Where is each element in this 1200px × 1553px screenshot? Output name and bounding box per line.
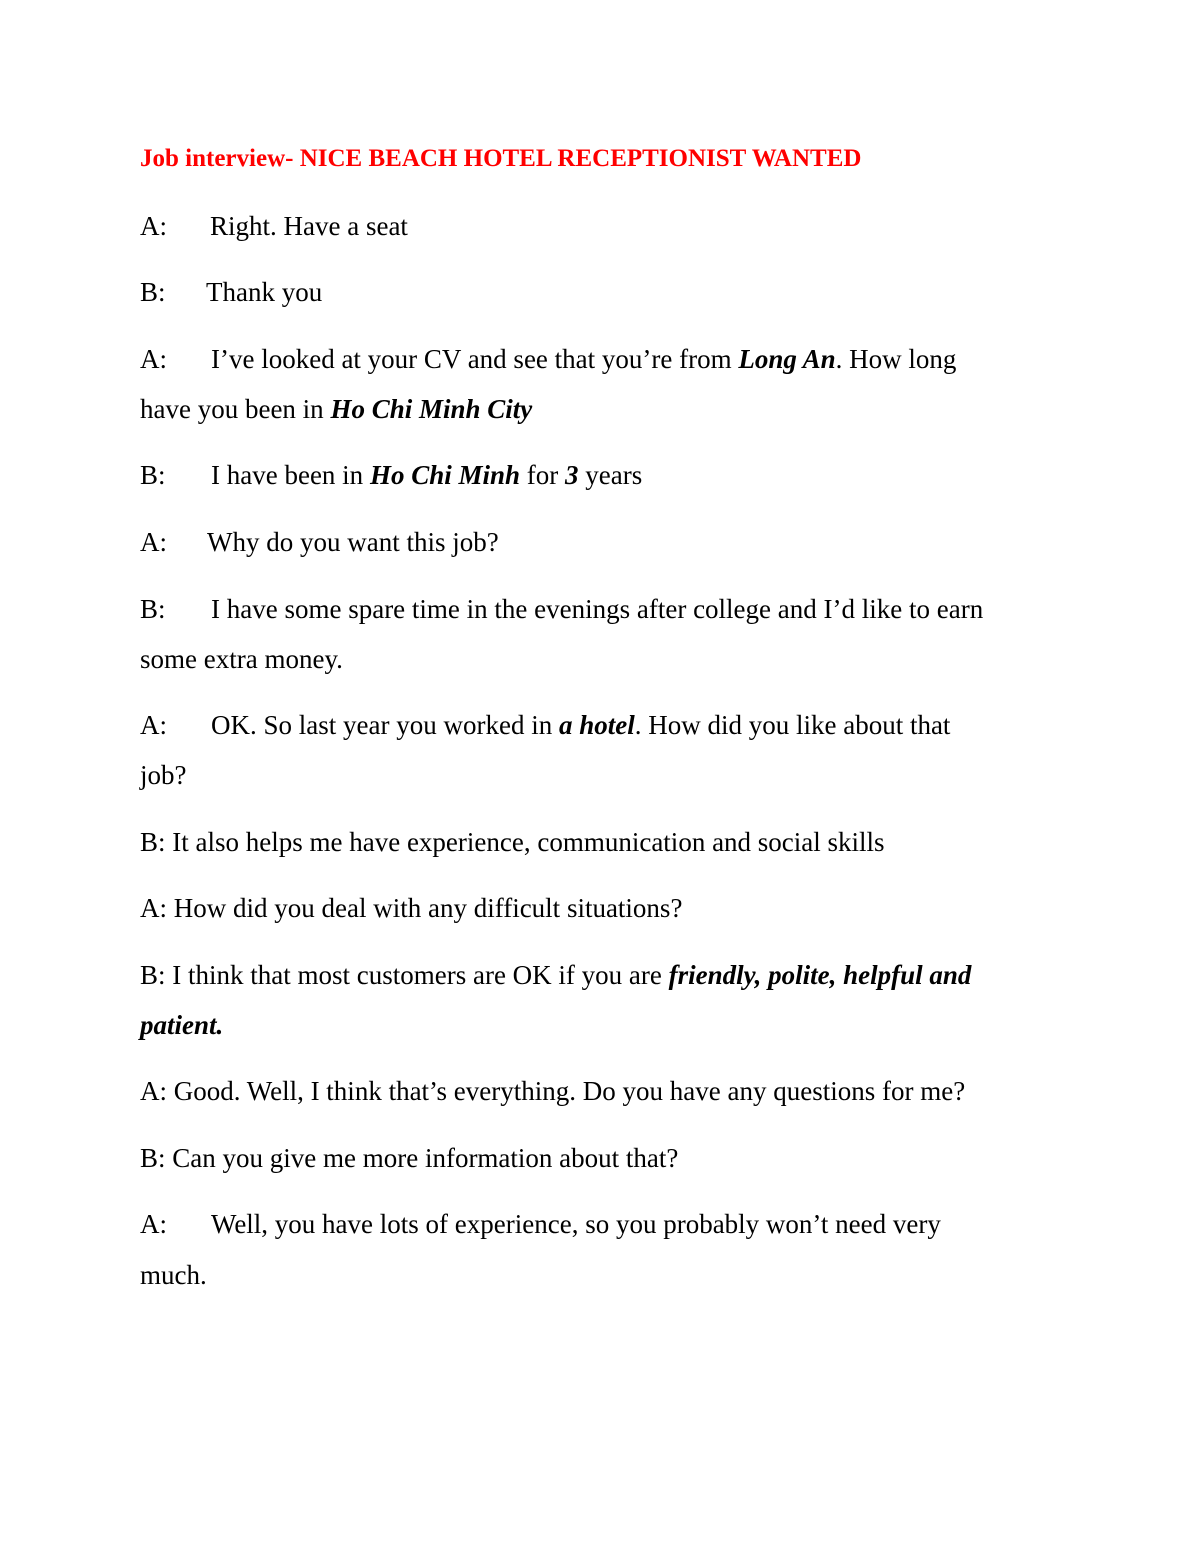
speaker-label: B: [140,460,166,490]
speaker-label: B: [140,594,166,624]
dialogue-line [140,1075,965,1107]
dialogue-text: have you been in [140,394,331,424]
emphasized-text: 3 [565,460,579,490]
dialogue-line [140,959,971,991]
dialogue-line [140,459,642,491]
dialogue-line [140,892,682,924]
dialogue-continuation [140,1009,223,1041]
dialogue-line [140,210,408,242]
emphasized-text: patient. [140,1010,224,1040]
speaker-label: A: [140,211,167,241]
speaker-label: A: [140,527,167,557]
dialogue-text: . How long [835,344,957,374]
dialogue-text: A: How did you deal with any difficult situations? [140,893,683,923]
dialogue-text: B: It also helps me have experience, communication and social skills [140,827,885,857]
dialogue-text: OK. So last year you worked in [211,710,559,740]
emphasized-text: Long An [738,344,836,374]
dialogue-text: for [520,460,565,490]
document-title [140,143,861,175]
dialogue-line [140,593,983,625]
emphasized-text: Ho Chi Minh City [330,394,533,424]
dialogue-text: Well, you have lots of experience, so you probably won’t need very [211,1209,941,1239]
speaker-label: A: [140,1209,167,1239]
title-main: NICE BEACH HOTEL RECEPTIONIST WANTED [299,145,862,172]
emphasized-text: friendly, polite, helpful and [668,960,972,990]
dialogue-text: Why do you want this job? [207,527,499,557]
dialogue-continuation [140,643,343,675]
dialogue-continuation [140,1259,207,1291]
dialogue-text: I have some spare time in the evenings after college and I’d like to earn [211,594,984,624]
dialogue-line [140,343,956,375]
dialogue-text: A: Good. Well, I think that’s everything. Do you have any questions for me? [140,1076,966,1106]
dialogue-text: . How did you like about that [634,710,951,740]
dialogue-text: Thank you [206,277,323,307]
dialogue-line [140,276,322,308]
dialogue-line [140,709,950,741]
dialogue-text: some extra money. [140,644,343,674]
dialogue-text: job? [140,760,187,790]
title-prefix: Job interview- [140,145,300,172]
dialogue-text: much. [140,1260,207,1290]
dialogue-text: B: Can you give me more information about that? [140,1143,679,1173]
dialogue-text: I’ve looked at your CV and see that you’re from [211,344,739,374]
dialogue-line [140,826,885,858]
speaker-label: B: [140,277,166,307]
speaker-label: A: [140,710,167,740]
dialogue-line [140,1208,941,1240]
dialogue-continuation [140,393,532,425]
dialogue-text: Right. Have a seat [210,211,408,241]
dialogue-continuation [140,759,187,791]
dialogue-text: I have been in [211,460,370,490]
dialogue-line [140,1142,678,1174]
dialogue-text: B: I think that most customers are OK if you are [140,960,669,990]
emphasized-text: Ho Chi Minh [369,460,521,490]
emphasized-text: a hotel [558,710,635,740]
speaker-label: A: [140,344,167,374]
dialogue-text: years [578,460,643,490]
dialogue-line [140,526,499,558]
